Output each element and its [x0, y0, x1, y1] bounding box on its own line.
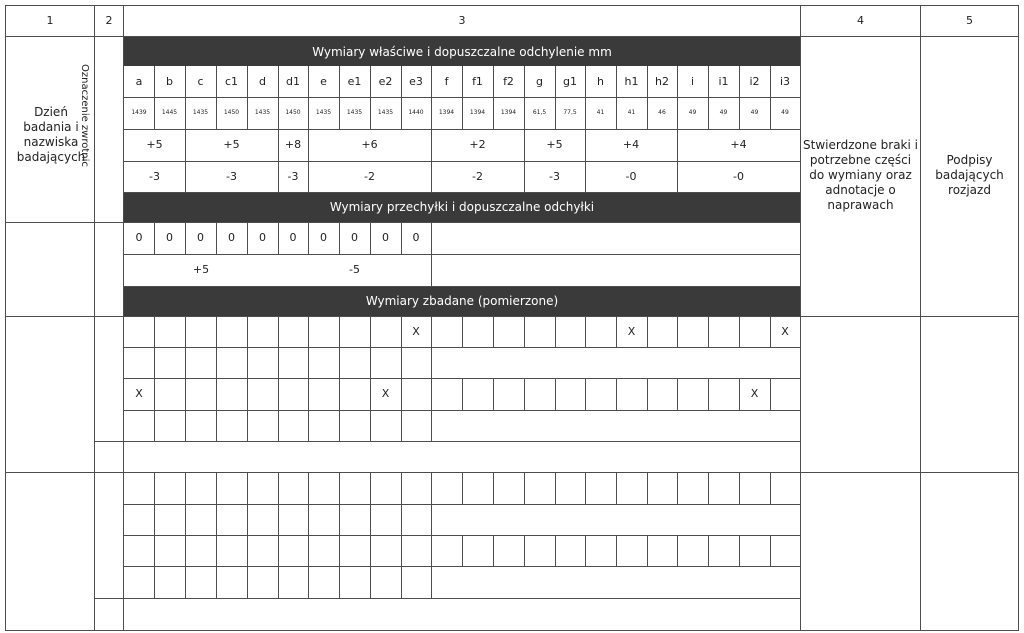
dimension-value: 1435 [315, 109, 332, 117]
grid-line [493, 378, 494, 411]
grid-line [677, 316, 678, 348]
grid-line [5, 222, 124, 223]
dimension-value: 41 [596, 109, 605, 117]
grid-line [401, 504, 402, 536]
grid-line [216, 347, 217, 379]
grid-line [278, 535, 279, 567]
grid-line [154, 566, 155, 599]
grid-line [585, 316, 586, 348]
minus-tolerance: -2 [472, 169, 483, 183]
grid-line [647, 378, 648, 411]
grid-line [278, 504, 279, 536]
grid-line [677, 378, 678, 411]
dimension-value: 77,5 [563, 109, 577, 117]
grid-line [185, 535, 186, 567]
grid-line [585, 378, 586, 411]
grid-line [1018, 5, 1019, 631]
grid-line [308, 566, 309, 599]
grid-line [216, 566, 217, 599]
grid-line [524, 316, 525, 348]
dimension-value: 1435 [377, 109, 394, 117]
grid-line [462, 316, 463, 348]
x-mark: X [750, 387, 759, 401]
grid-line [708, 472, 709, 505]
grid-line [370, 566, 371, 599]
grid-line [123, 598, 801, 599]
column-number-3: 3 [458, 13, 466, 27]
grid-line [308, 535, 309, 567]
plus-tolerance: +8 [284, 138, 302, 152]
own-dimensions-header: Wymiary właściwe i dopuszczalne odchylenie mm [124, 37, 800, 66]
grid-line [524, 378, 525, 411]
dimension-value: 1440 [408, 109, 424, 117]
dimension-label: d1 [286, 74, 300, 88]
grid-line [123, 192, 801, 193]
grid-line [370, 316, 371, 348]
dimension-label: h2 [655, 74, 669, 88]
grid-line [247, 378, 248, 411]
minus-tolerance: -3 [226, 169, 237, 183]
grid-line [401, 535, 402, 567]
dimension-value: 1439 [131, 109, 147, 117]
column-number-1: 1 [46, 13, 54, 27]
grid-line [401, 347, 402, 379]
grid-line [154, 410, 155, 442]
grid-line [370, 472, 371, 505]
grid-line [339, 566, 340, 599]
grid-line [247, 347, 248, 379]
grid-line [647, 316, 648, 348]
dimension-value: 46 [658, 109, 666, 117]
grid-line [370, 504, 371, 536]
x-mark: X [412, 324, 420, 338]
grid-line [462, 535, 463, 567]
grid-line [462, 378, 463, 411]
grid-line [555, 316, 556, 348]
grid-line [123, 286, 801, 287]
grid-line [370, 347, 371, 379]
grid-line [739, 535, 740, 567]
minus-tolerance: -0 [733, 169, 744, 183]
grid-line [339, 347, 340, 379]
cant-value: 0 [228, 231, 235, 245]
grid-line [216, 535, 217, 567]
grid-line [5, 630, 1019, 631]
grid-line [555, 535, 556, 567]
dimension-label: d [259, 74, 266, 88]
grid-line [94, 5, 95, 631]
cant-minus-tolerance: -5 [349, 263, 360, 277]
grid-line [308, 410, 309, 442]
grid-line [401, 410, 402, 442]
grid-line [431, 378, 432, 411]
plus-tolerance: +4 [730, 138, 747, 152]
switch-designation-label-box [79, 40, 122, 220]
grid-line [216, 504, 217, 536]
x-mark: X [781, 324, 789, 338]
defects-notes-label: Stwierdzone braki i potrzebne części do wymiany oraz adnotacje o naprawach [803, 137, 918, 212]
grid-line [247, 316, 248, 348]
dimension-label: h1 [624, 74, 639, 88]
grid-line [308, 347, 309, 379]
grid-line [739, 316, 740, 348]
grid-line [585, 535, 586, 567]
dimension-value: 1394 [469, 109, 486, 117]
grid-line [308, 378, 309, 411]
dimension-label: f [444, 74, 449, 88]
grid-line [247, 566, 248, 599]
grid-line [555, 472, 556, 505]
grid-line [247, 504, 248, 536]
dimension-label: i [690, 74, 695, 88]
grid-line [431, 222, 432, 255]
grid-line [308, 504, 309, 536]
grid-line [5, 472, 124, 473]
grid-line [800, 316, 1019, 317]
grid-line [370, 535, 371, 567]
grid-line [95, 441, 124, 442]
grid-line [5, 5, 1019, 6]
plus-tolerance: +5 [223, 138, 240, 152]
grid-line [5, 36, 1019, 37]
grid-line [154, 504, 155, 536]
grid-line [708, 316, 709, 348]
cant-value: 0 [259, 231, 266, 245]
grid-line [493, 535, 494, 567]
dimension-label: i1 [718, 74, 729, 88]
grid-line [677, 535, 678, 567]
grid-line [585, 472, 586, 505]
grid-line [216, 472, 217, 505]
grid-line [431, 504, 432, 536]
grid-line [308, 472, 309, 505]
grid-line [920, 5, 921, 631]
grid-line [708, 378, 709, 411]
grid-line [770, 472, 771, 505]
grid-line [339, 535, 340, 567]
grid-line [278, 347, 279, 379]
grid-line [247, 410, 248, 442]
grid-line [154, 378, 155, 411]
grid-line [278, 316, 279, 348]
grid-line [616, 378, 617, 411]
dimension-value: 49 [781, 109, 789, 117]
grid-line [401, 472, 402, 505]
column-number-4: 4 [857, 13, 864, 27]
signatures-label: Podpisy badających rozjazd [935, 152, 1004, 197]
cant-value: 0 [351, 231, 358, 245]
cant-value: 0 [166, 231, 173, 245]
grid-line [278, 566, 279, 599]
grid-line [247, 535, 248, 567]
dimension-value: 49 [719, 109, 728, 117]
grid-line [708, 535, 709, 567]
grid-line [185, 410, 186, 442]
grid-line [339, 378, 340, 411]
dimension-value: 1435 [192, 109, 209, 117]
dimension-label: b [166, 74, 173, 88]
cant-value: 0 [320, 231, 327, 245]
dimension-label: g1 [563, 74, 577, 88]
grid-line [154, 472, 155, 505]
cant-header: Wymiary przechyłki i dopuszczalne odchyłki [124, 192, 800, 222]
x-mark: X [381, 387, 390, 401]
grid-line [800, 472, 1019, 473]
dimension-label: f1 [472, 74, 483, 88]
grid-line [154, 316, 155, 348]
minus-tolerance: -2 [364, 169, 375, 183]
grid-line [647, 535, 648, 567]
grid-line [185, 316, 186, 348]
grid-line [339, 472, 340, 505]
minus-tolerance: -3 [549, 169, 560, 183]
grid-line [5, 5, 6, 631]
dimension-label: a [135, 74, 143, 88]
dimension-label: i3 [779, 74, 791, 88]
grid-line [154, 347, 155, 379]
x-mark: X [627, 324, 636, 338]
dimension-value: 41 [627, 109, 636, 117]
plus-tolerance: +5 [146, 138, 163, 152]
grid-line [185, 472, 186, 505]
dimension-value: 61,5 [532, 109, 547, 117]
x-mark: X [135, 387, 143, 401]
dimension-label: e3 [409, 74, 423, 88]
grid-line [431, 410, 432, 442]
measured-header: Wymiary zbadane (pomierzone) [124, 286, 800, 316]
minus-tolerance: -3 [149, 169, 160, 183]
grid-line [308, 316, 309, 348]
plus-tolerance: +4 [622, 138, 640, 152]
grid-line [185, 378, 186, 411]
plus-tolerance: +6 [361, 138, 378, 152]
dimension-value: 1435 [254, 109, 271, 117]
dimension-value: 1450 [285, 109, 301, 117]
dimension-label: e2 [378, 74, 393, 88]
grid-line [431, 347, 432, 379]
grid-line [524, 535, 525, 567]
grid-line [431, 254, 432, 287]
grid-line [431, 535, 432, 567]
dimension-value: 49 [750, 109, 759, 117]
grid-line [401, 566, 402, 599]
grid-line [555, 378, 556, 411]
grid-line [216, 316, 217, 348]
grid-line [278, 378, 279, 411]
grid-line [370, 410, 371, 442]
grid-line [278, 472, 279, 505]
cant-value: 0 [412, 231, 420, 245]
cant-value: 0 [289, 231, 297, 245]
grid-line [493, 316, 494, 348]
grid-line [616, 472, 617, 505]
dimension-value: 1445 [161, 109, 178, 117]
grid-line [339, 410, 340, 442]
grid-line [185, 566, 186, 599]
dimension-label: c1 [224, 74, 239, 88]
dimension-value: 1450 [223, 109, 240, 117]
dimension-value: 1435 [346, 109, 363, 117]
grid-line [95, 598, 124, 599]
grid-line [462, 472, 463, 505]
grid-line [524, 472, 525, 505]
dimension-label: g [536, 74, 543, 88]
dimension-label: h [597, 74, 604, 88]
grid-line [431, 316, 432, 348]
dimension-label: e [320, 74, 327, 88]
grid-line [185, 347, 186, 379]
grid-line [800, 5, 801, 631]
grid-line [431, 472, 432, 505]
grid-line [770, 535, 771, 567]
grid-line [123, 441, 801, 442]
grid-line [216, 410, 217, 442]
grid-line [401, 378, 402, 411]
grid-line [493, 472, 494, 505]
cant-plus-tolerance: +5 [192, 263, 210, 277]
dimension-label: c [197, 74, 204, 88]
dimension-value: 49 [688, 109, 697, 117]
column-number-5: 5 [966, 13, 973, 27]
grid-line [647, 472, 648, 505]
grid-line [339, 504, 340, 536]
grid-line [278, 410, 279, 442]
plus-tolerance: +2 [469, 138, 486, 152]
grid-line [154, 535, 155, 567]
grid-line [5, 316, 124, 317]
minus-tolerance: -3 [287, 169, 299, 183]
grid-line [185, 504, 186, 536]
grid-line [247, 472, 248, 505]
inspection-date-names-label: Dzień badania i nazwiska badających [16, 105, 86, 164]
plus-tolerance: +5 [546, 138, 563, 152]
grid-line [616, 535, 617, 567]
column-number-2: 2 [105, 13, 113, 27]
switch-designation-label: Oznaczenie zwrotnic [79, 64, 91, 167]
dimension-label: i2 [749, 74, 760, 88]
grid-line [339, 316, 340, 348]
dimension-label: e1 [347, 74, 362, 88]
cant-value: 0 [382, 231, 389, 245]
dimension-value: 1394 [438, 109, 455, 117]
grid-line [216, 378, 217, 411]
grid-line [770, 378, 771, 411]
dimension-label: f2 [503, 74, 514, 88]
cant-value: 0 [135, 231, 143, 245]
cant-value: 0 [197, 231, 204, 245]
grid-line [739, 472, 740, 505]
dimension-value: 1394 [500, 109, 517, 117]
grid-line [677, 472, 678, 505]
grid-line [431, 566, 432, 599]
minus-tolerance: -0 [625, 169, 637, 183]
